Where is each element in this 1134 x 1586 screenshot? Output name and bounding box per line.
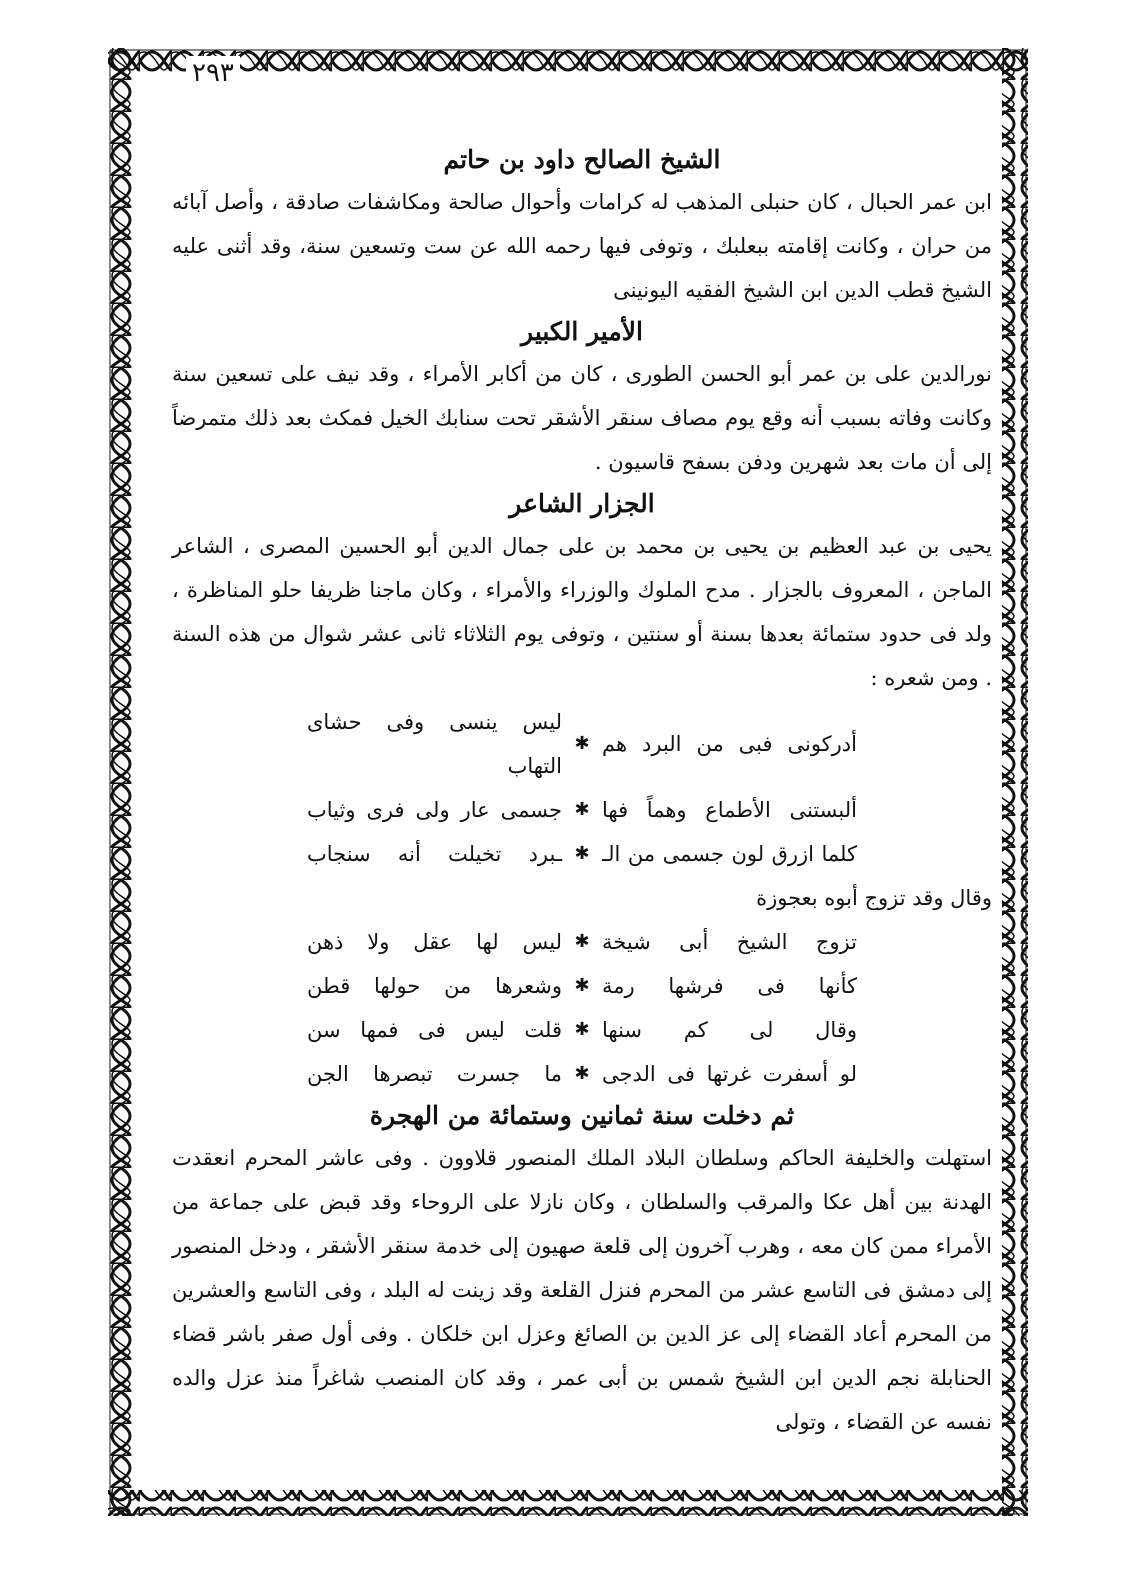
paragraph-jazzar-poet: يحيى بن عبد العظيم بن يحيى بن محمد بن على جمال الدين أبو الحسين المصرى ، الشاعر الماجن ، المعروف بالجزار . مدح الملوك والوزراء والأمراء ، وكان ماجنا ظريفا حلو المناظرة ، ولد فى حدود ستمائة بعدها بسنة أو سنتين ، وتوفى يوم الثلاثاء ثانى عشر شوال من هذه السنة . ومن شعره : [172,534,992,690]
verse [172,700,992,788]
verse-second-half: ـبرد تخيلت أنه سنجاب [307,842,562,866]
verse [172,832,992,876]
verse-second-half: قلت ليس فى فمها سن [307,1018,562,1042]
verse-second-half: ما جسرت تبصرها الجن [307,1062,562,1086]
heading-amir-kabir: الأمير الكبير [521,317,643,346]
verse-second-half: ليس لها عقل ولا ذهن [307,930,562,954]
paragraph-daud-bin-hatim: ابن عمر الحبال ، كان حنبلى المذهب له كرامات وأحوال صالحة ومكاشفات صادقة ، وأصل آبائه من حران ، وكانت إقامته ببعلبك ، وتوفى فيها رحمه الله عن ست وتسعين سنة، وقد أثنى عليه الشيخ قطب الدين ابن الشيخ الفقيه اليونينى [172,190,992,302]
verse-second-half: جسمى عار ولى فرى وثياب [307,798,562,822]
verse-second-half: ليس ينسى وفى حشاى التهاب [307,710,562,778]
verse-first-half: لو أسفرت غرتها فى الدجى [602,1062,857,1086]
verse-first-half: تزوج الشيخ أبى شيخة [602,930,857,954]
poem-old-wife [172,920,992,1096]
verse-first-half: كلما ازرق لون جسمى من الـ [602,842,857,866]
verse [172,964,992,1008]
verse-first-half: ألبستنى الأطماع وهماً فها [602,798,857,822]
verse [172,1008,992,1052]
heading-daud-bin-hatim: الشيخ الصالح داود بن حاتم [443,145,721,174]
poem-intro: وقال وقد تزوج أبوه بعجوزة [756,886,992,910]
verse-first-half: كأنها فى فرشها رمة [602,974,857,998]
paragraph-amir-kabir: نورالدين على بن عمر أبو الحسن الطورى ، كان من أكابر الأمراء ، وقد نيف على تسعين سنة وكانت وفاته بسبب أنه وقع يوم مصاف سنقر الأشقر تحت سنابك الخيل فمكث بعد ذلك متمرضاً إلى أن مات بعد شهرين ودفن بسفح قاسيون . [172,362,992,474]
verse-separator-icon: ✱ [574,1063,590,1084]
verse [172,920,992,964]
paragraph-year-680: استهلت والخليفة الحاكم وسلطان البلاد الملك المنصور قلاوون . وفى عاشر المحرم انعقدت الهدنة بين أهل عكا والمرقب والسلطان ، وكان نازلا على الروحاء وقد قبض على جماعة من الأمراء ممن كان معه ، وهرب آخرون إلى قلعة صهيون إلى خدمة سنقر الأشقر ، ودخل المنصور إلى دمشق فى التاسع عشر من المحرم فنزل القلعة وقد زينت له البلد ، وفى التاسع والعشرين من المحرم أعاد القضاء إلى عز الدين بن الصائغ وعزل ابن خلكان . وفى أول صفر باشر قضاء الحنابلة نجم الدين ابن الشيخ شمس بن أبى عمر ، وقد كان المنصب شاغراً منذ عزل والده نفسه عن القضاء ، وتولى [172,1146,992,1434]
verse-separator-icon: ✱ [574,931,590,952]
verse-separator-icon: ✱ [574,1019,590,1040]
verse [172,788,992,832]
verse-separator-icon: ✱ [574,799,590,820]
heading-jazzar-poet: الجزار الشاعر [509,489,655,518]
verse-separator-icon: ✱ [574,975,590,996]
page-number: ٢٩٣ [186,56,240,90]
verse-first-half: وقال لى كم سنها [602,1018,857,1042]
verse [172,1052,992,1096]
verse-separator-icon: ✱ [574,733,590,754]
verse-first-half: أدركونى فبى من البرد هم [602,732,857,756]
verse-second-half: وشعرها من حولها قطن [307,974,562,998]
heading-year-680: ثم دخلت سنة ثمانين وستمائة من الهجرة [369,1101,795,1130]
poem-cold [172,700,992,876]
verse-separator-icon: ✱ [574,843,590,864]
page-text [172,140,992,1440]
